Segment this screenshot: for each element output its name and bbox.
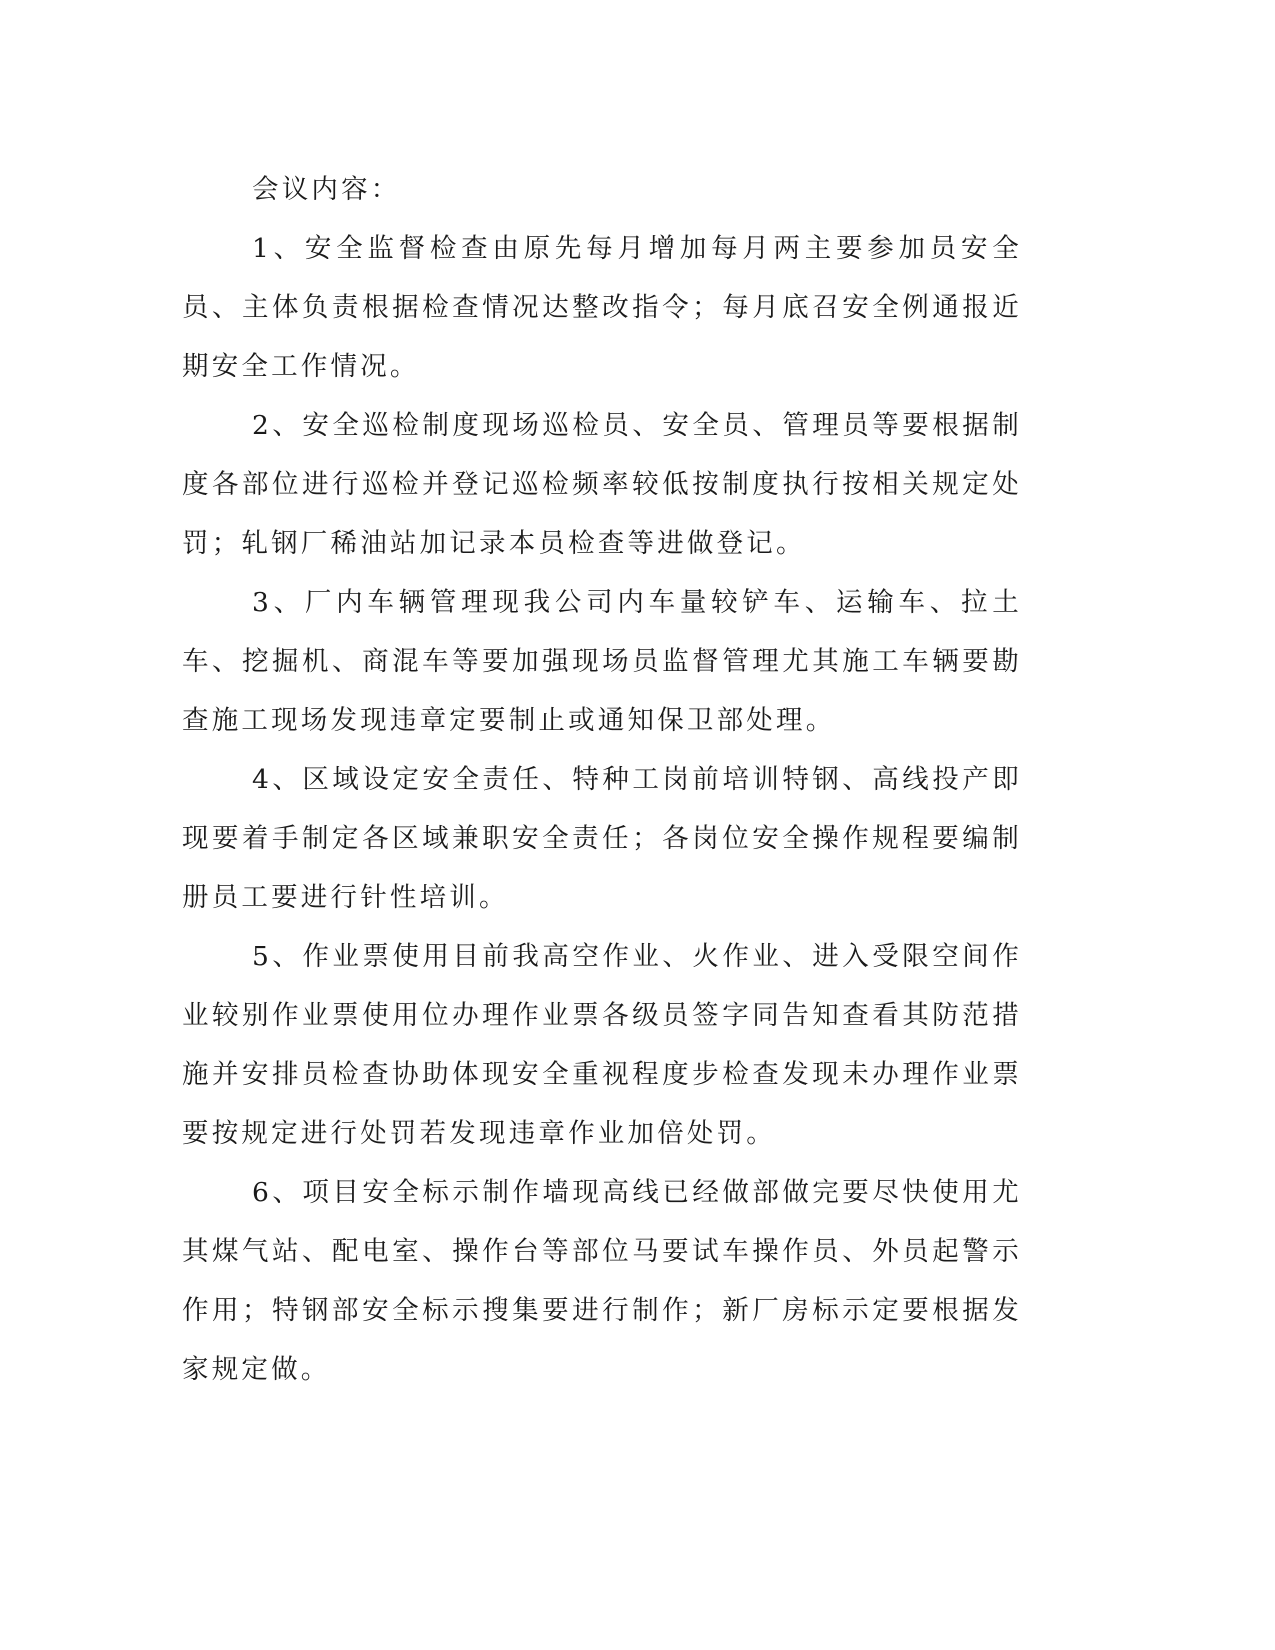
section-heading: 会议内容： xyxy=(252,174,401,205)
paragraph-item-5: 5、作业票使用目前我高空作业、火作业、进入受限空间作业较别作业票使用位办理作业票各级员签字同告知查看其防范措施并安排员检查协助体现安全重视程度步检查发现未办理作业票要按规定进行处罚若发现违章作业加倍处罚。 xyxy=(182,941,1022,1149)
paragraph-item-2: 2、安全巡检制度现场巡检员、安全员、管理员等要根据制度各部位进行巡检并登记巡检频率较低按制度执行按相关规定处罚；轧钢厂稀油站加记录本员检查等进做登记。 xyxy=(182,410,1022,559)
paragraph-item-4: 4、区域设定安全责任、特种工岗前培训特钢、高线投产即现要着手制定各区域兼职安全责任；各岗位安全操作规程要编制册员工要进行针性培训。 xyxy=(182,764,1022,913)
paragraph-item-3: 3、厂内车辆管理现我公司内车量较铲车、运输车、拉土车、挖掘机、商混车等要加强现场员监督管理尤其施工车辆要勘查施工现场发现违章定要制止或通知保卫部处理。 xyxy=(182,587,1022,736)
document-body xyxy=(182,160,1022,1399)
paragraph-item-1: 1、安全监督检查由原先每月增加每月两主要参加员安全员、主体负责根据检查情况达整改指令；每月底召安全例通报近期安全工作情况。 xyxy=(182,233,1022,382)
paragraph-item-6: 6、项目安全标示制作墙现高线已经做部做完要尽快使用尤其煤气站、配电室、操作台等部位马要试车操作员、外员起警示作用；特钢部安全标示搜集要进行制作；新厂房标示定要根据发家规定做。 xyxy=(182,1177,1022,1385)
